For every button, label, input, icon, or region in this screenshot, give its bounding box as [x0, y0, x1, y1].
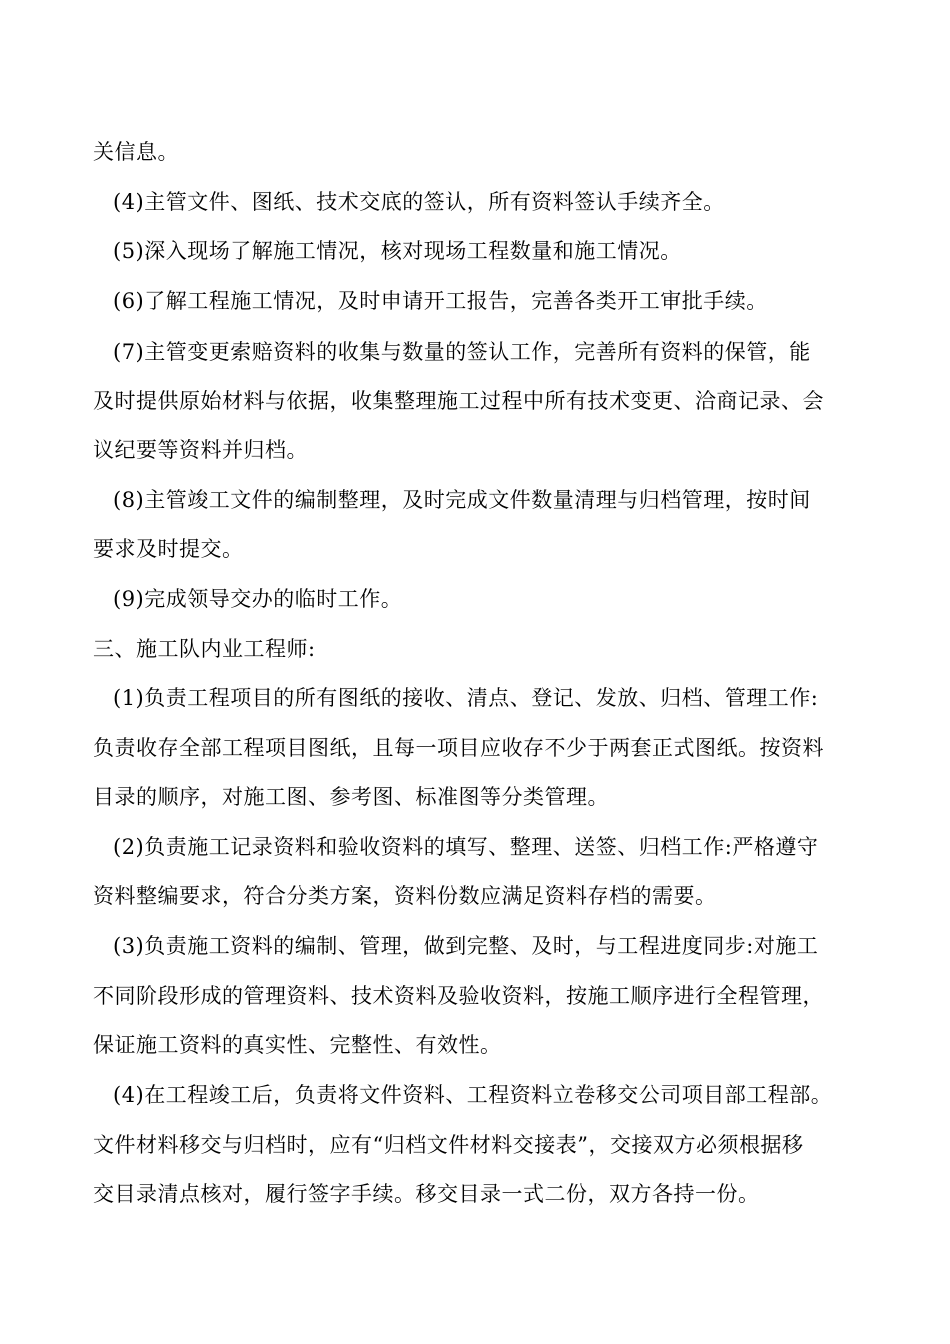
- text-line: (3)负责施工资料的编制、管理，做到完整、及时，与工程进度同步:对施工: [113, 934, 819, 958]
- text-line: 及时提供原始材料与依据，收集整理施工过程中所有技术变更、洽商记录、会: [93, 389, 824, 413]
- text-line: (4)在工程竣工后，负责将文件资料、工程资料立卷移交公司项目部工程部。: [113, 1083, 833, 1107]
- text-line: (9)完成领导交办的临时工作。: [113, 587, 403, 611]
- text-line: (1)负责工程项目的所有图纸的接收、清点、登记、发放、归档、管理工作:: [113, 686, 819, 710]
- text-line: 关信息。: [93, 140, 179, 164]
- section-heading: 三、施工队内业工程师:: [93, 637, 316, 661]
- text-line: (6)了解工程施工情况，及时申请开工报告，完善各类开工审批手续。: [113, 289, 768, 313]
- text-line: 文件材料移交与归档时，应有“归档文件材料交接表”，交接双方必须根据移: [93, 1133, 804, 1157]
- text-line: 交目录清点核对，履行签字手续。移交目录一式二份，双方各持一份。: [93, 1182, 760, 1206]
- text-line: 保证施工资料的真实性、完整性、有效性。: [93, 1033, 502, 1057]
- text-line: 议纪要等资料并归档。: [93, 438, 308, 462]
- text-line: 不同阶段形成的管理资料、技术资料及验收资料，按施工顺序进行全程管理，: [93, 984, 824, 1008]
- text-line: 目录的顺序，对施工图、参考图、标准图等分类管理。: [93, 785, 609, 809]
- text-line: (4)主管文件、图纸、技术交底的签认，所有资料签认手续齐全。: [113, 190, 725, 214]
- text-line: (8)主管竣工文件的编制整理，及时完成文件数量清理与归档管理，按时间: [113, 488, 811, 512]
- text-line: (7)主管变更索赔资料的收集与数量的签认工作，完善所有资料的保管，能: [113, 340, 811, 364]
- text-line: 负责收存全部工程项目图纸，且每一项目应收存不少于两套正式图纸。按资料: [93, 736, 824, 760]
- text-line: 要求及时提交。: [93, 537, 244, 561]
- text-line: (2)负责施工记录资料和验收资料的填写、整理、送签、归档工作:严格遵守: [113, 835, 819, 859]
- text-line: 资料整编要求，符合分类方案，资料份数应满足资料存档的需要。: [93, 884, 717, 908]
- text-line: (5)深入现场了解施工情况，核对现场工程数量和施工情况。: [113, 239, 682, 263]
